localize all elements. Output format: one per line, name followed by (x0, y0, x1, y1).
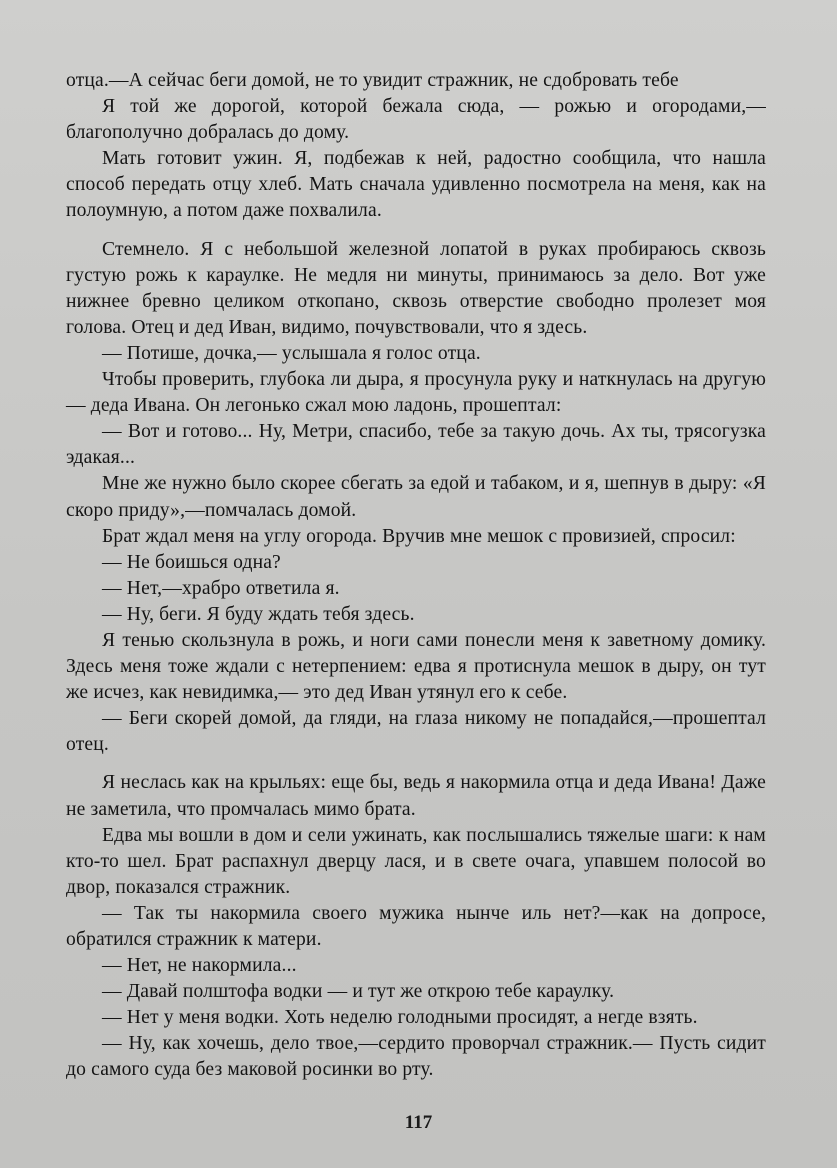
paragraph: — Нет,—храбро ответила я. (102, 577, 340, 599)
paragraph: — Потише, дочка,— услышала я голос отца. (102, 342, 481, 364)
paragraph: — Так ты накормила своего мужика нынче иль нет?—как на допросе, обратился стражник к матери. (66, 902, 766, 950)
page-number: 117 (404, 1112, 433, 1133)
paragraph: Я той же дорогой, которой бежала сюда, — рожью и огородами,— благополучно добралась до дому. (66, 96, 766, 144)
paragraph: — Не боишься одна? (102, 551, 281, 573)
paragraph: — Нет, не накормила... (102, 955, 297, 977)
paragraph: Чтобы проверить, глубока ли дыра, я просунула руку и наткнулась на другую — деда Ивана. Он легонько сжал мою ладонь, прошептал: (66, 369, 766, 417)
paragraph: Я тенью скользнула в рожь, и ноги сами понесли меня к заветному домику. Здесь меня тоже ждали с нетерпением: едва я протиснула мешок в дыру, он тут же исчез, как невидимка,— это дед Иван утянул его к себе. (66, 629, 766, 704)
paragraph: — Ну, как хочешь, дело твое,—сердито проворчал стражник.— Пусть сидит до самого суда без маковой росинки во рту. (66, 1033, 766, 1081)
paragraph: Стемнело. Я с небольшой железной лопатой в руках пробираюсь сквозь густую рожь к караулке. Не медля ни минуты, принимаюсь за дело. Вот уже нижнее бревно целиком откопано, сквозь отверстие свободно пролезет моя голова. Отец и дед Иван, видимо, почувствовали, что я здесь. (66, 238, 766, 338)
paragraph: — Ну, беги. Я буду ждать тебя здесь. (102, 603, 415, 625)
paragraph: Я неслась как на крыльях: еще бы, ведь я накормила отца и деда Ивана! Даже не заметила, что промчалась мимо брата. (66, 772, 766, 820)
paragraph: Едва мы вошли в дом и сели ужинать, как послышались тяжелые шаги: к нам кто-то шел. Брат распахнул дверцу лася, и в свете очага, упавшем полосой во двор, показался стражник. (66, 824, 766, 898)
paragraph: — Нет у меня водки. Хоть неделю голодными просидят, а негде взять. (102, 1007, 698, 1029)
paragraph: — Беги скорей домой, да гляди, на глаза никому не попадайся,—прошептал отец. (66, 708, 766, 756)
paragraph: — Вот и готово... Ну, Метри, спасибо, тебе за такую дочь. Ах ты, трясогузка эдакая... (66, 421, 766, 469)
paragraph: Мне же нужно было скорее сбегать за едой и табаком, и я, шепнув в дыру: «Я скоро приду»,—помчалась домой. (66, 473, 766, 521)
text-column (66, 68, 766, 1084)
paragraph: Брат ждал меня на углу огорода. Вручив мне мешок с провизией, спросил: (102, 525, 736, 547)
paragraph: — Давай полштофа водки — и тут же открою тебе караулку. (102, 981, 615, 1003)
paragraph: Мать готовит ужин. Я, подбежав к ней, радостно сообщила, что нашла способ передать отцу хлеб. Мать сначала удивленно посмотрела на меня, как на полоумную, а потом даже похвалила. (66, 148, 766, 222)
paragraph: отца.—А сейчас беги домой, не то увидит стражник, не сдобровать тебе (66, 70, 679, 91)
